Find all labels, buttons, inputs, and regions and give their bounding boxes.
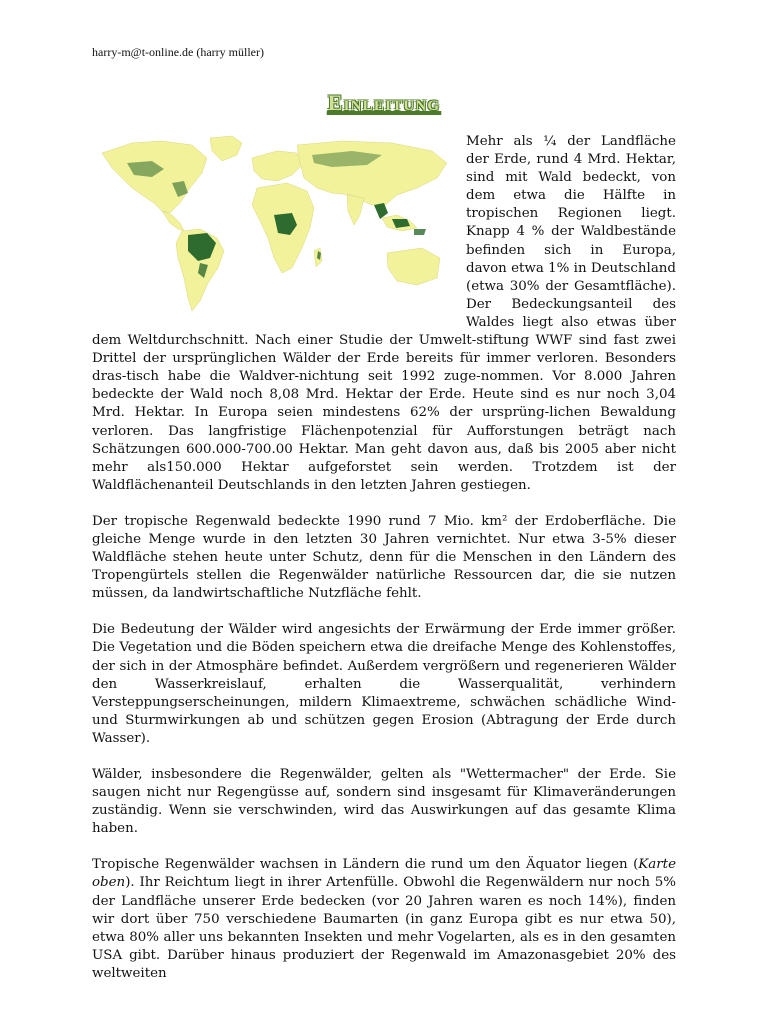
article-body: [92, 133, 676, 1001]
paragraph-5-part1: Tropische Regenwälder wachsen in Ländern die rund um den Äquator liegen (: [92, 857, 639, 873]
map-svg: [92, 133, 456, 317]
paragraph-5-part2: ). Ihr Reichtum liegt in ihrer Artenfülle. Obwohl die Regenwäldern nur noch 5% der Landfläche unserer Erde bedecken (vor 20 Jahren waren es noch 14%), finden wir dort über 750 verschiedene Baumarten (in ganz Europa gibt es nur etwa 50), etwa 80% aller uns bekannten Insekten und mehr Vogelarten, als es in den gesamten USA gibt. Darüber hinaus produziert der Regenwald im Amazonasgebiet 20% des weltweiten: [92, 875, 676, 981]
paragraph-1-text: Mehr als ¼ der Landfläche der Erde, rund 4 Mrd. Hektar, sind mit Wald bedeckt, von dem etwa die Hälfte in tropischen Regionen liegt. Knapp 4 % der Waldbestände befinden sich in Europa, davon etwa 1% in Deutschland (etwa 30% der Gesamtfläche). Der Bedeckungsanteil des Waldes liegt also etwas über dem Weltdurchschnitt. Nach einer Studie der Umwelt-stiftung WWF sind fast zwei Drittel der ursprünglichen Wälder der Erde bereits für immer verloren. Besonders dras-tisch habe die Waldver-nichtung seit 1992 zuge-nommen. Vor 8.000 Jahren bedeckte der Wald noch 8,08 Mrd. Hektar der Erde. Heute sind es nur noch 3,04 Mrd. Hektar. In Europa seien mindestens 62% der ursprüng-lichen Bewaldung verloren. Das langfristige Flächenpotenzial für Aufforstungen beträgt nach Schätzungen 600.000-700.00 Hektar. Man geht davon aus, daß bis 2005 aber nicht mehr als150.000 Hektar aufgeforstet sein werden. Trotzdem ist der Waldflächenanteil Deutschlands in den letzten Jahren gestiegen.: [92, 134, 676, 493]
map-reference: Karte oben: [92, 857, 676, 891]
paragraph-3: Die Bedeutung der Wälder wird angesichts der Erwärmung der Erde immer größer. Die Vegetation und die Böden speichern etwa die dreifache Menge des Kohlenstoffes, der sich in der Atmosphäre befindet. Außerdem vergrößern und regenerieren Wälder den Wasserkreislauf, erhalten die Wasserqualität, verhindern Versteppungserscheinungen, mildern Klimaextreme, schwächen schädliche Wind- und Sturmwirkungen ab und schützen gegen Erosion (Abtragung der Erde durch Wasser).: [92, 622, 676, 746]
page-title: Einleitung: [327, 90, 441, 115]
paragraph-4: Wälder, insbesondere die Regenwälder, gelten als "Wettermacher" der Erde. Sie saugen nicht nur Regengüsse auf, sondern sind insgesamt für Klimaveränderungen zuständig. Wenn sie verschwinden, wird das Auswirkungen auf das gesamte Klima haben.: [92, 767, 676, 837]
paragraph-2: Der tropische Regenwald bedeckte 1990 rund 7 Mio. km² der Erdoberfläche. Die gleiche Menge wurde in den letzten 30 Jahren vernichtet. Nur etwa 3-5% dieser Waldfläche stehen heute unter Schutz, denn für die Menschen in den Ländern des Tropengürtels stellen die Regenwälder natürliche Ressourcen dar, die sie nutzen müssen, da landwirtschaftliche Nutzfläche fehlt.: [92, 513, 676, 602]
paragraph-1: [92, 133, 676, 495]
paragraph-5: [92, 856, 676, 983]
world-forest-map: [92, 133, 456, 317]
header-email: harry-m@t-online.de (harry müller): [92, 45, 264, 59]
